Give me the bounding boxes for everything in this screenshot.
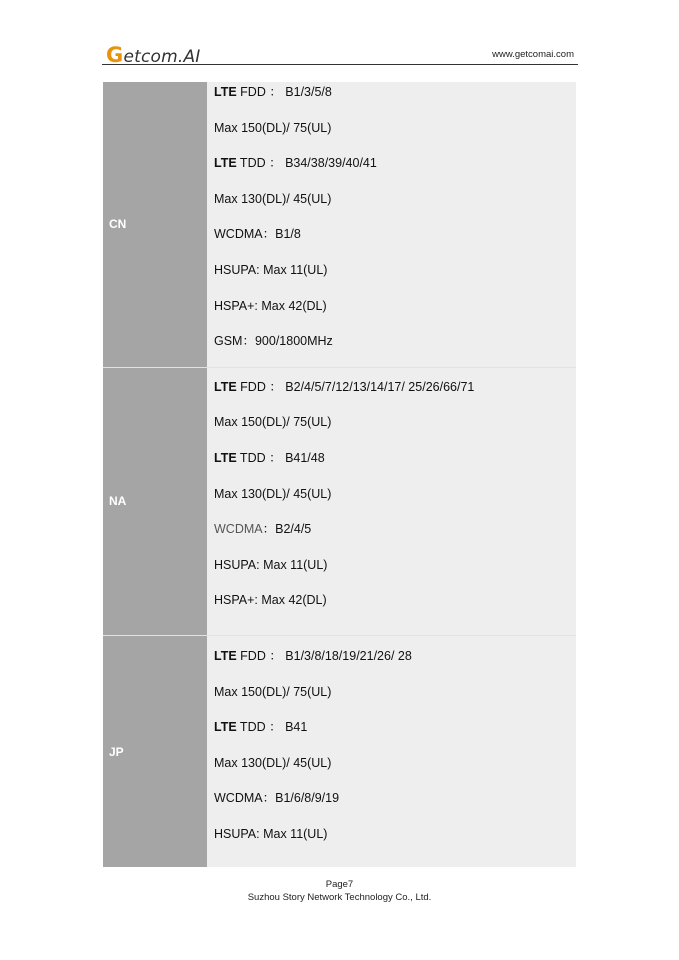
- spec-line: [214, 590, 576, 626]
- spec-text: HSUPA: Max 11(UL): [214, 826, 328, 841]
- tech-label: LTE: [214, 379, 237, 394]
- page-number: Page7: [325, 879, 354, 890]
- spec-text: Max 130(DL)/ 45(UL): [214, 191, 332, 206]
- tech-label: LTE: [214, 85, 237, 99]
- spec-line: [214, 519, 576, 555]
- tech-label: LTE: [214, 450, 237, 465]
- spec-text: Max 130(DL)/ 45(UL): [214, 755, 332, 770]
- spec-text: FDD ： B1/3/8/18/19/21/26/ 28: [236, 648, 412, 663]
- spec-line: [214, 296, 576, 332]
- logo-initial: G: [106, 43, 124, 67]
- spec-text: HSPA+: Max 42(DL): [214, 298, 327, 313]
- band-spec-list: [207, 368, 576, 635]
- region-label: NA: [103, 368, 207, 635]
- logo-text: etcom.AI: [123, 47, 201, 67]
- spec-line: [214, 331, 576, 367]
- spec-line: [214, 788, 576, 824]
- spec-line: [214, 153, 576, 189]
- spec-line: [214, 682, 576, 718]
- spec-text: GSM：900/1800MHz: [214, 334, 333, 349]
- spec-text: HSPA+: Max 42(DL): [214, 593, 327, 608]
- spec-line: [214, 646, 576, 682]
- band-spec-list: [207, 82, 576, 367]
- spec-text: FDD ： B1/3/5/8: [236, 85, 332, 99]
- spec-line: [214, 717, 576, 753]
- spec-line: [214, 82, 576, 118]
- spec-text: Max 150(DL)/ 75(UL): [214, 684, 332, 699]
- spec-text: Max 130(DL)/ 45(UL): [214, 486, 332, 501]
- spec-line: [214, 260, 576, 296]
- spec-line: [214, 224, 576, 260]
- spec-line: [214, 118, 576, 154]
- region-label: JP: [103, 636, 207, 868]
- tech-label: LTE: [214, 648, 237, 663]
- spec-line: [214, 753, 576, 789]
- band-spec-list: [207, 636, 576, 868]
- region-label: CN: [103, 82, 207, 367]
- company-logo: [106, 43, 201, 67]
- spec-text: WCDMA：B1/6/8/9/19: [214, 791, 340, 806]
- spec-text: TDD ： B41: [236, 720, 308, 735]
- spec-line: [214, 412, 576, 448]
- spec-line: [214, 377, 576, 413]
- tech-label: WCDMA: [214, 522, 263, 537]
- band-spec-table: [103, 82, 576, 867]
- spec-text: TDD ： B34/38/39/40/41: [236, 156, 377, 171]
- spec-text: Max 150(DL)/ 75(UL): [214, 120, 332, 135]
- spec-text: FDD ： B2/4/5/7/12/13/14/17/ 25/26/66/71: [236, 379, 475, 394]
- website-url: www.getcomai.com: [492, 49, 574, 60]
- spec-text: TDD ： B41/48: [236, 450, 325, 465]
- spec-line: [214, 189, 576, 225]
- region-row-cn: [103, 82, 576, 367]
- region-row-jp: [103, 635, 576, 868]
- page-header: [102, 42, 578, 65]
- spec-line: [214, 555, 576, 591]
- company-name: Suzhou Story Network Technology Co., Ltd.: [247, 892, 432, 903]
- tech-label: LTE: [214, 156, 237, 171]
- spec-text: Max 150(DL)/ 75(UL): [214, 415, 332, 430]
- tech-label: LTE: [214, 720, 237, 735]
- spec-text: HSUPA: Max 11(UL): [214, 557, 328, 572]
- spec-text: ：B2/4/5: [262, 522, 312, 537]
- spec-text: WCDMA：B1/8: [214, 227, 301, 242]
- spec-line: [214, 484, 576, 520]
- spec-text: HSUPA: Max 11(UL): [214, 262, 328, 277]
- region-row-na: [103, 367, 576, 635]
- spec-line: [214, 448, 576, 484]
- spec-line: [214, 824, 576, 860]
